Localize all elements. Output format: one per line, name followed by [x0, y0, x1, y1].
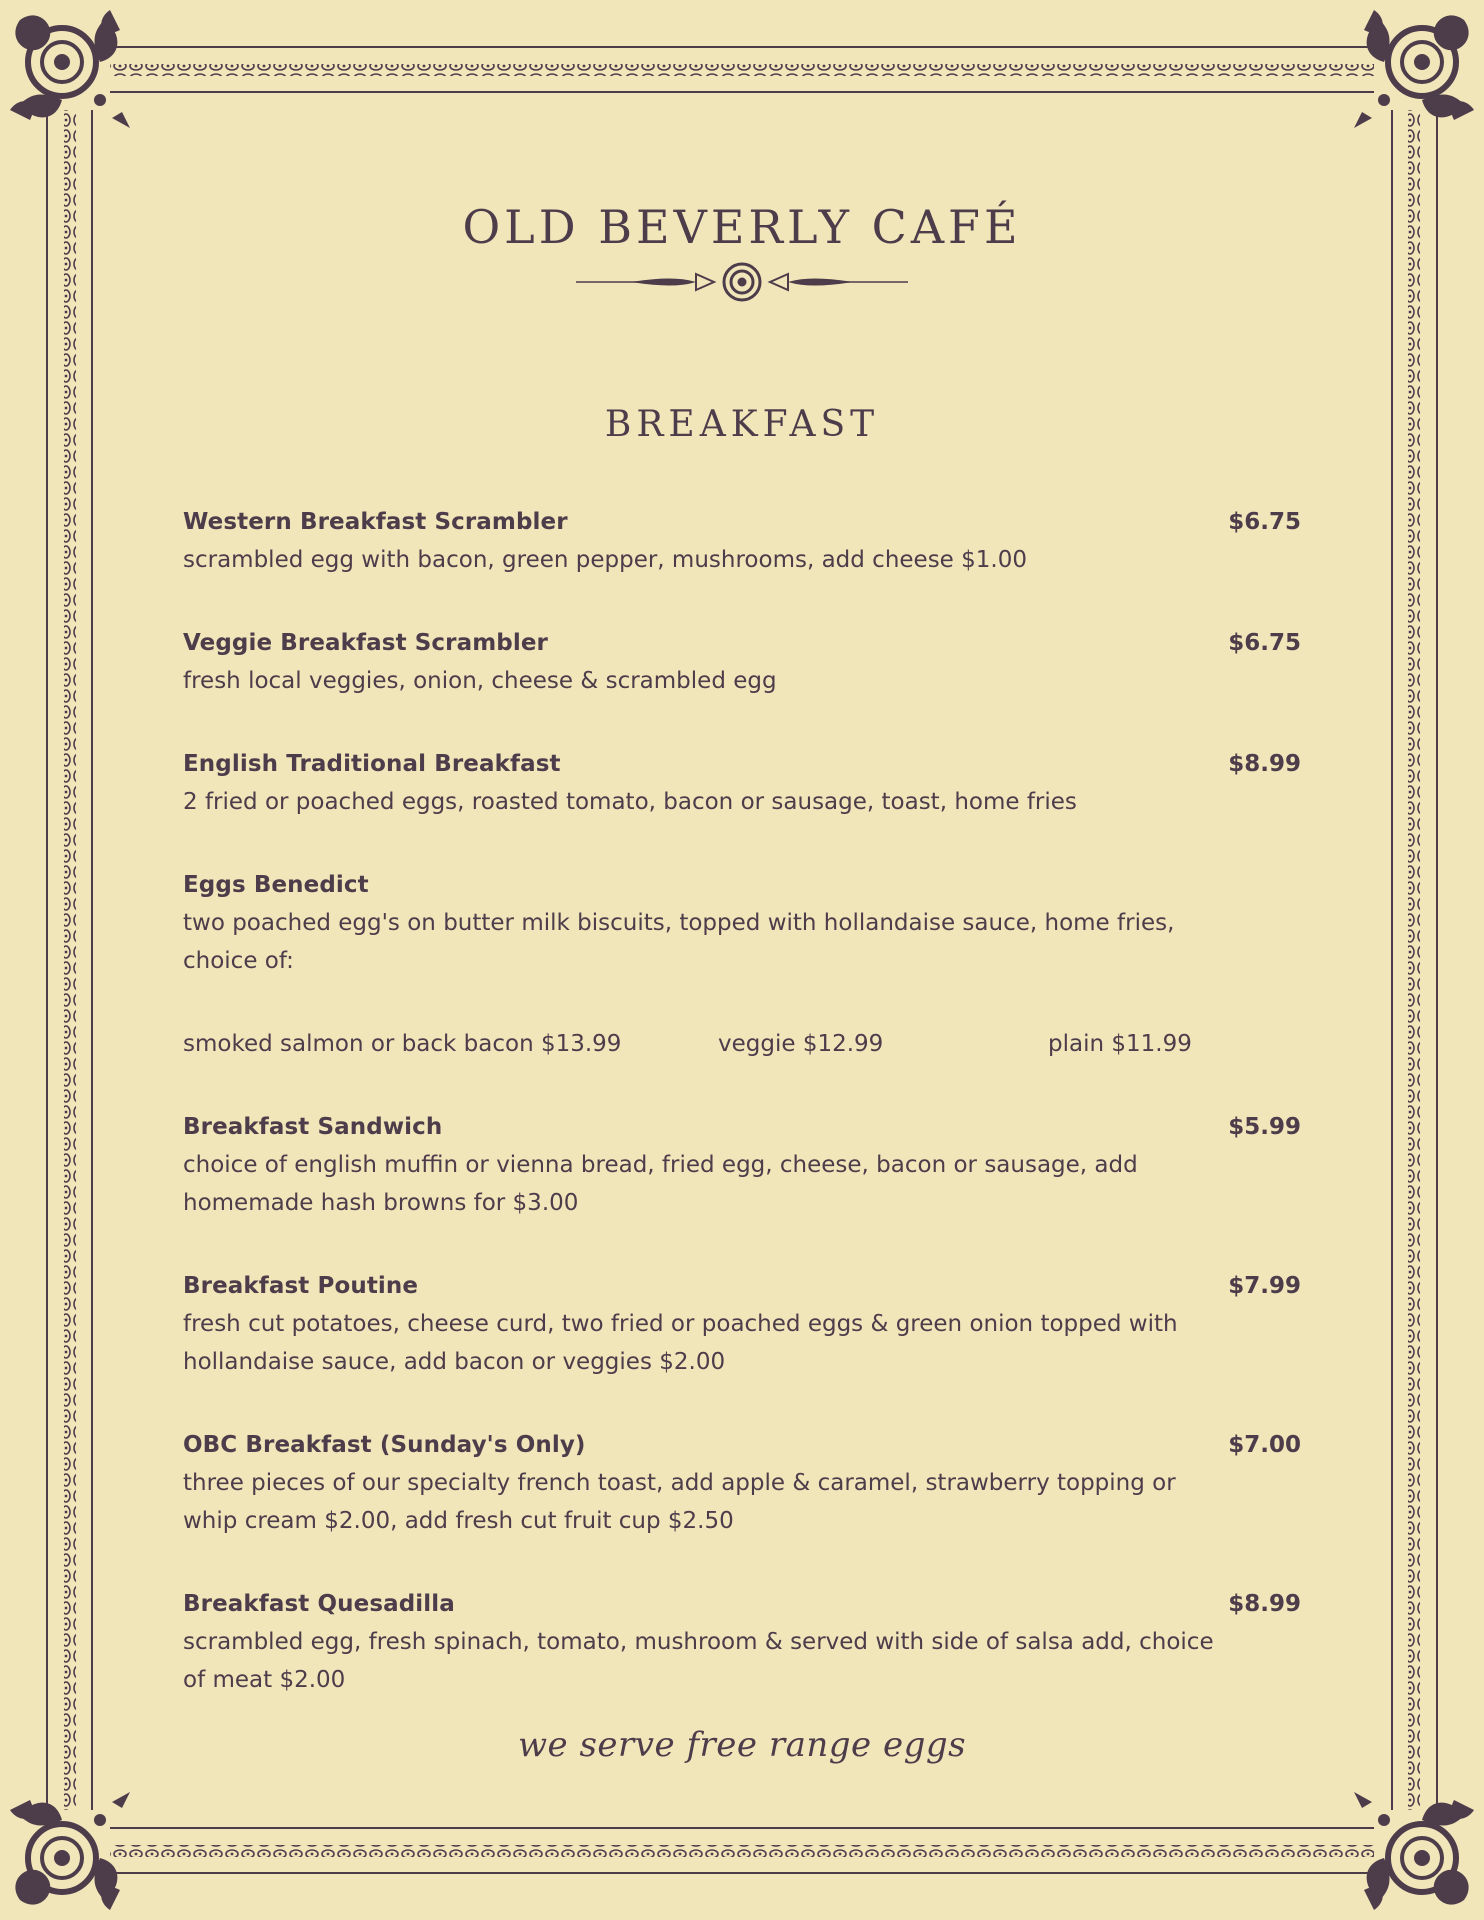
item-options [183, 1025, 1301, 1063]
menu-item [183, 1585, 1301, 1699]
item-description: fresh local veggies, onion, cheese & scrambled egg [183, 668, 777, 694]
option-plain: plain $11.99 [1048, 1031, 1192, 1057]
menu-item [183, 866, 1301, 1063]
title-flourish-ornament [574, 260, 910, 304]
item-price: $8.99 [1228, 1591, 1301, 1617]
item-description: fresh cut potatoes, cheese curd, two fried or poached eggs & green onion topped with hollandaise sauce, add bacon or veggies $2.00 [183, 1311, 1178, 1375]
menu-item [183, 1108, 1301, 1222]
item-name: Breakfast Quesadilla [183, 1591, 455, 1617]
menu-item [183, 503, 1301, 579]
menu-item [183, 624, 1301, 700]
free-range-eggs-note: we serve free range eggs [517, 1725, 967, 1765]
breakfast-menu-list [183, 503, 1301, 1744]
item-description: choice of english muffin or vienna bread, fried egg, cheese, bacon or sausage, add homemade hash browns for $3.00 [183, 1152, 1138, 1216]
item-description: two poached egg's on butter milk biscuits, topped with hollandaise sauce, home fries, choice of: [183, 910, 1175, 974]
menu-item [183, 1267, 1301, 1381]
item-price: $5.99 [1228, 1114, 1301, 1140]
item-description: 2 fried or poached eggs, roasted tomato, bacon or sausage, toast, home fries [183, 789, 1077, 815]
item-price: $6.75 [1228, 630, 1301, 656]
item-price: $8.99 [1228, 751, 1301, 777]
item-name: English Traditional Breakfast [183, 751, 561, 777]
item-description: scrambled egg with bacon, green pepper, mushrooms, add cheese $1.00 [183, 547, 1027, 573]
item-price: $7.99 [1228, 1273, 1301, 1299]
item-price: $6.75 [1228, 509, 1301, 535]
menu-item [183, 1426, 1301, 1540]
item-name: Veggie Breakfast Scrambler [183, 630, 548, 656]
item-name: Breakfast Sandwich [183, 1114, 443, 1140]
section-title-breakfast: BREAKFAST [604, 404, 880, 445]
item-name: Breakfast Poutine [183, 1273, 419, 1299]
item-name: Eggs Benedict [183, 872, 369, 898]
cafe-title: OLD BEVERLY CAFÉ [462, 200, 1022, 254]
item-price: $7.00 [1228, 1432, 1301, 1458]
item-description: scrambled egg, fresh spinach, tomato, mushroom & served with side of salsa add, choice of meat $2.00 [183, 1629, 1214, 1693]
item-description: three pieces of our specialty french toast, add apple & caramel, strawberry topping or whip cream $2.00, add fresh cut fruit cup $2.50 [183, 1470, 1176, 1534]
option-veggie: veggie $12.99 [718, 1031, 884, 1057]
menu-item [183, 745, 1301, 821]
option-smoked-salmon: smoked salmon or back bacon $13.99 [183, 1031, 622, 1057]
item-name: Western Breakfast Scrambler [183, 509, 568, 535]
item-name: OBC Breakfast (Sunday's Only) [183, 1432, 586, 1458]
